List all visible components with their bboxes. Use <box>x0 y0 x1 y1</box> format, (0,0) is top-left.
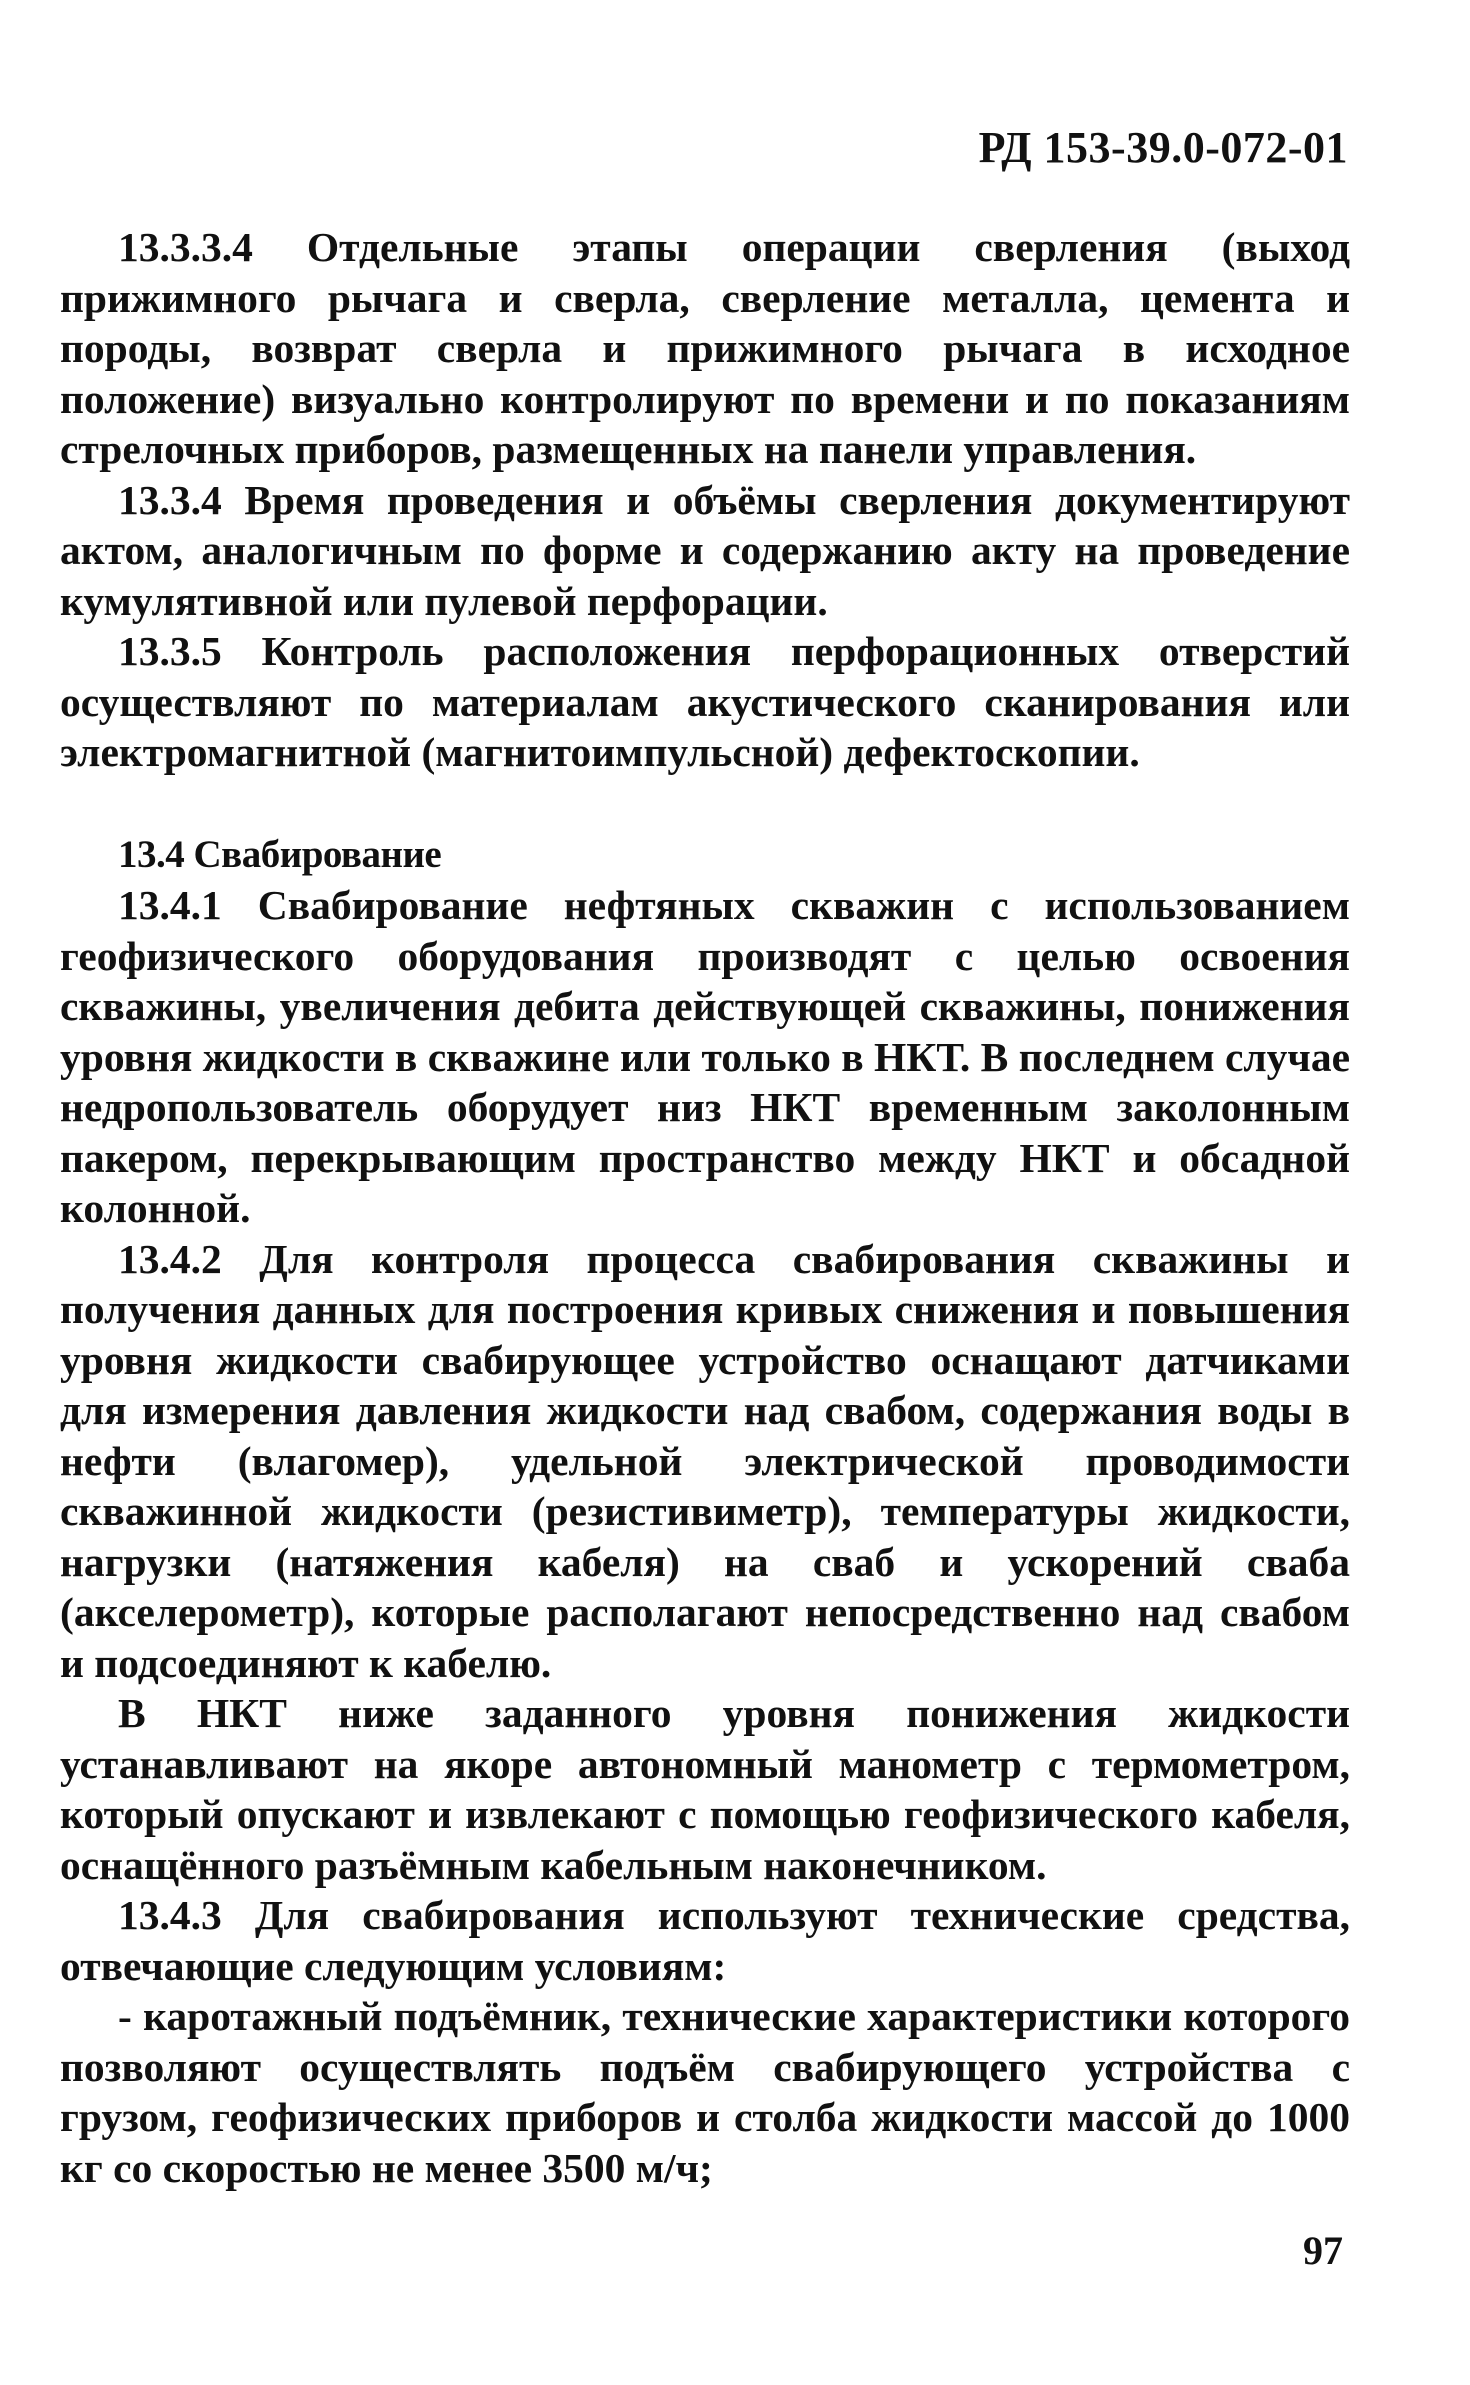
list-item-logging-hoist: - каротажный подъёмник, технические характеристики которого позволяют осуществлять подъём свабирующего устройства с грузом, геофизических приборов и столба жидкости массой до 1000 кг со скоростью не менее 3500 м/ч; <box>60 1993 1350 2191</box>
paragraph-13-3-3-4: 13.3.3.4 Отдельные этапы операции сверления (выход прижимного рычага и сверла, сверление металла, цемента и породы, возврат сверла и прижимного рычага в исходное положение) визуально контролируют по времени и по показаниям стрелочных приборов, размещенных на панели управления. <box>60 224 1350 472</box>
paragraph-nkt-manometer: В НКТ ниже заданного уровня понижения жидкости устанавливают на якоре автономный манометр с термометром, который опускают и извлекают с помощью геофизического кабеля, оснащённого разъёмным кабельным наконечником. <box>60 1690 1350 1888</box>
paragraph-13-3-5: 13.3.5 Контроль расположения перфорационных отверстий осуществляют по материалам акустического сканирования или электромагнитной (магнитоимпульсной) дефектоскопии. <box>60 628 1350 775</box>
paragraph-13-4-1: 13.4.1 Свабирование нефтяных скважин с использованием геофизического оборудования производят с целью освоения скважины, увеличения дебита действующей скважины, понижения уровня жидкости в скважине или только в НКТ. В последнем случае недропользователь оборудует низ НКТ временным заколонным пакером, перекрывающим пространство между НКТ и обсадной колонной. <box>60 882 1350 1231</box>
paragraph-13-3-4: 13.3.4 Время проведения и объёмы сверления документируют актом, аналогичным по форме и содержанию акту на проведение кумулятивной или пулевой перфорации. <box>60 476 1350 624</box>
document-code: РД 153-39.0-072-01 <box>978 123 1348 172</box>
page-content <box>60 222 1350 2193</box>
paragraph-13-4-2: 13.4.2 Для контроля процесса свабирования скважины и получения данных для построения кривых снижения и повышения уровня жидкости свабирующее устройство оснащают датчиками для измерения давления жидкости над свабом, содержания воды в нефти (влагомер), удельной электрической проводимости скважинной жидкости (резистивиметр), температуры жидкости, нагрузки (натяжения кабеля) на сваб и ускорений сваба (акселерометр), которые располагают непосредственно над свабом и подсоединяют к кабелю. <box>60 1235 1350 1686</box>
section-heading: 13.4 Свабирование <box>118 832 442 876</box>
paragraph-13-4-3: 13.4.3 Для свабирования используют технические средства, отвечающие следующим условиям: <box>60 1892 1350 1989</box>
page-number: 97 <box>1303 2228 1343 2273</box>
